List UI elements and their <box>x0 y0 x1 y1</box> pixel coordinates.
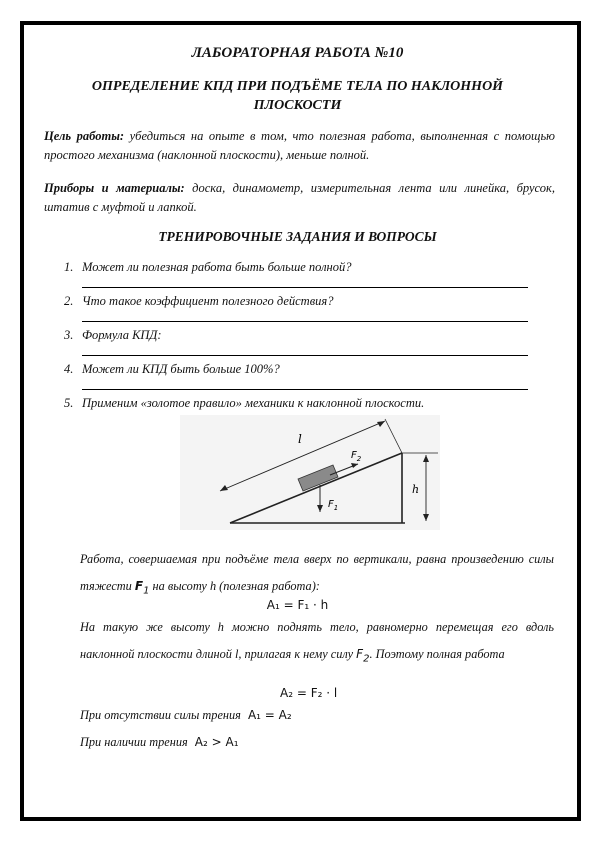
label-h: h <box>412 483 420 496</box>
question-2 <box>64 294 534 309</box>
question-3 <box>64 328 534 343</box>
question-text: Формула КПД: <box>82 328 162 342</box>
p2-text-a: На такую же высоту h можно поднять тело, равномерно перемещая его вдоль наклонной плоскости длиной l, прилагая к нему силу <box>80 620 554 661</box>
equipment-text: доска, динамометр, измерительная лента или линейка, брусок, штатив с муфтой и лапкой. <box>44 181 555 214</box>
force-f1-symbol: $F_1$ <box>134 579 150 597</box>
question-number: 1. <box>64 260 74 274</box>
answer-line-3[interactable] <box>82 355 528 356</box>
explanation-no-friction <box>80 708 292 723</box>
question-text: Может ли КПД быть больше 100%? <box>82 362 280 376</box>
answer-line-4[interactable] <box>82 389 528 390</box>
force-f2-symbol: $F_2$ <box>356 647 370 665</box>
question-number: 5. <box>64 396 74 410</box>
question-text: Применим «золотое правило» механики к наклонной плоскости. <box>82 396 425 410</box>
formula-total-work: A₂ = F₂ · l <box>280 686 338 700</box>
question-number: 4. <box>64 362 74 376</box>
explanation-paragraph-1 <box>80 546 554 604</box>
answer-line-2[interactable] <box>82 321 528 322</box>
p3-text: При отсутствии силы трения <box>80 708 241 722</box>
label-f1: $F_1$ <box>328 499 339 512</box>
goal-text: убедиться на опыте в том, что полезная работа, выполненная с помощью простого механизма (наклонной плоскости), меньше полной. <box>44 129 555 162</box>
question-text: Что такое коэффициент полезного действия? <box>82 294 334 308</box>
label-f2: $F_2$ <box>351 450 362 463</box>
formula-greater-work: A₂ > A₁ <box>194 735 239 749</box>
diagram-background <box>180 415 440 530</box>
goal-paragraph <box>44 127 555 165</box>
goal-label: Цель работы: <box>44 129 125 143</box>
inclined-plane-diagram <box>180 415 440 530</box>
section-title: ТРЕНИРОВОЧНЫЕ ЗАДАНИЯ И ВОПРОСЫ <box>158 229 437 244</box>
label-l: l <box>298 432 302 446</box>
page-title: ЛАБОРАТОРНАЯ РАБОТА №10 <box>191 45 404 61</box>
page-subtitle: ОПРЕДЕЛЕНИЕ КПД ПРИ ПОДЪЁМЕ ТЕЛА ПО НАКЛОННОЙ ПЛОСКОСТИ <box>91 79 504 113</box>
question-text: Может ли полезная работа быть больше полной? <box>82 260 352 274</box>
formula-useful-work: A₁ = F₁ · h <box>266 598 329 612</box>
p1-text-b: на высоту h (полезная работа): <box>152 579 320 593</box>
p2-text-b: . Поэтому полная работа <box>369 647 505 661</box>
p1-text-a: Работа, совершаемая при подъёме тела вверх по вертикали, равна произведению силы тяжести <box>80 552 554 593</box>
question-number: 2. <box>64 294 74 308</box>
equipment-label: Приборы и материалы: <box>44 181 185 195</box>
question-5 <box>64 396 534 411</box>
question-number: 3. <box>64 328 74 342</box>
explanation-paragraph-2 <box>80 614 554 672</box>
question-4 <box>64 362 534 377</box>
explanation-with-friction <box>80 735 239 750</box>
answer-line-1[interactable] <box>82 287 528 288</box>
p4-text: При наличии трения <box>80 735 188 749</box>
equipment-paragraph <box>44 179 555 217</box>
question-1 <box>64 260 534 275</box>
formula-equal-work: A₁ = A₂ <box>247 708 292 722</box>
